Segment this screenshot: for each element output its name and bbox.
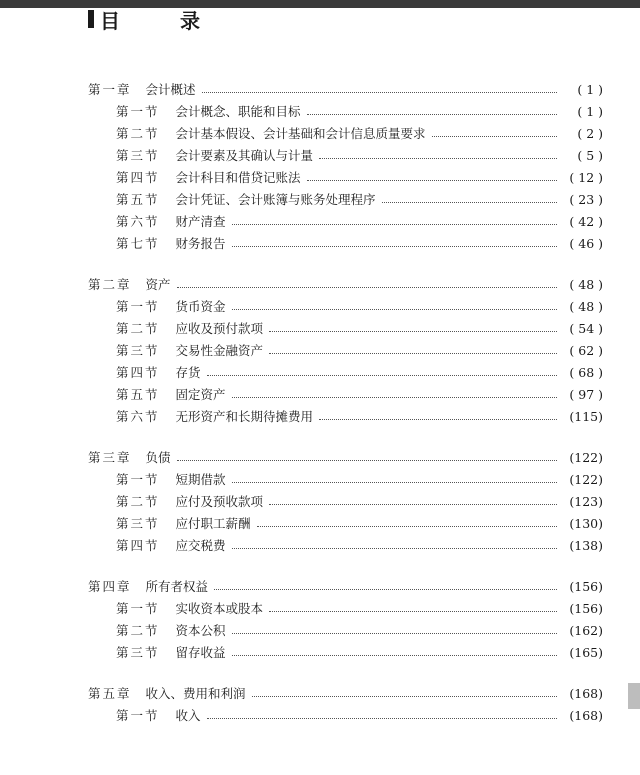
page-number: ( 48 ) — [569, 276, 603, 292]
leader-dots — [269, 503, 557, 505]
leader-dots — [177, 286, 557, 288]
toc-section-entry[interactable] — [0, 100, 640, 122]
page-number: (156) — [569, 600, 603, 616]
page-number: (168) — [569, 707, 603, 723]
leader-dots — [257, 525, 557, 527]
chapter-title: 负债 — [145, 450, 171, 465]
page-number: ( 68 ) — [569, 364, 603, 380]
section-title: 应交税费 — [175, 538, 226, 553]
toc-section-entry[interactable] — [0, 122, 640, 144]
toc-chapter-entry[interactable] — [0, 78, 640, 100]
chapter-title: 资产 — [145, 277, 171, 292]
page-number: ( 48 ) — [569, 298, 603, 314]
page-number: ( 62 ) — [569, 342, 603, 358]
page-title — [88, 8, 200, 33]
section-number: 第七节 — [116, 236, 160, 251]
leader-dots — [269, 610, 557, 612]
section-title: 存货 — [175, 365, 201, 380]
section-number: 第一节 — [116, 472, 160, 487]
leader-dots — [207, 717, 557, 719]
leader-dots — [269, 352, 557, 354]
section-title: 会计概念、职能和目标 — [175, 104, 301, 119]
chapter-title: 会计概述 — [145, 82, 196, 97]
section-title: 应收及预付款项 — [175, 321, 264, 336]
toc-section-entry[interactable] — [0, 144, 640, 166]
leader-dots — [382, 201, 557, 203]
section-number: 第四节 — [116, 538, 160, 553]
leader-dots — [319, 418, 557, 420]
section-number: 第一节 — [116, 299, 160, 314]
section-title: 交易性金融资产 — [175, 343, 264, 358]
section-number: 第五节 — [116, 387, 160, 402]
chapter-number: 第一章 — [88, 82, 132, 97]
window-top-bar — [0, 0, 640, 8]
section-title: 无形资产和长期待摊费用 — [175, 409, 314, 424]
toc-chapter-block — [0, 78, 640, 254]
leader-dots — [252, 695, 557, 697]
toc-section-entry[interactable] — [0, 619, 640, 641]
section-title: 会计凭证、会计账簿与账务处理程序 — [175, 192, 376, 207]
toc-section-entry[interactable] — [0, 339, 640, 361]
section-title: 收入 — [175, 708, 201, 723]
page-number: ( 42 ) — [569, 213, 603, 229]
section-title: 短期借款 — [175, 472, 226, 487]
title-char-2: 录 — [180, 8, 200, 33]
section-number: 第三节 — [116, 645, 160, 660]
leader-dots — [319, 157, 557, 159]
leader-dots — [232, 396, 557, 398]
section-title: 应付职工薪酬 — [175, 516, 251, 531]
section-title: 资本公积 — [175, 623, 226, 638]
leader-dots — [307, 179, 557, 181]
title-marker-bar — [88, 10, 94, 28]
toc-section-entry[interactable] — [0, 597, 640, 619]
page-number: (168) — [569, 685, 603, 701]
section-number: 第三节 — [116, 516, 160, 531]
section-number: 第六节 — [116, 409, 160, 424]
section-number: 第三节 — [116, 343, 160, 358]
side-scroll-tab[interactable] — [628, 683, 640, 709]
page-number: ( 97 ) — [569, 386, 603, 402]
title-char-1: 目 — [100, 8, 120, 33]
toc-chapter-entry[interactable] — [0, 446, 640, 468]
leader-dots — [177, 459, 557, 461]
section-title: 货币资金 — [175, 299, 226, 314]
toc-chapter-block — [0, 575, 640, 663]
page-number: (122) — [569, 471, 603, 487]
section-number: 第二节 — [116, 126, 160, 141]
leader-dots — [432, 135, 557, 137]
leader-dots — [232, 547, 557, 549]
page-number: ( 1 ) — [577, 103, 603, 119]
section-title: 实收资本或股本 — [175, 601, 264, 616]
section-number: 第四节 — [116, 170, 160, 185]
section-number: 第一节 — [116, 104, 160, 119]
section-title: 会计科目和借贷记账法 — [175, 170, 301, 185]
page-number: ( 12 ) — [569, 169, 603, 185]
page-number: ( 23 ) — [569, 191, 603, 207]
chapter-title: 收入、费用和利润 — [145, 686, 246, 701]
section-number: 第二节 — [116, 623, 160, 638]
leader-dots — [232, 223, 557, 225]
section-title: 财务报告 — [175, 236, 226, 251]
page-number: ( 54 ) — [569, 320, 603, 336]
toc-section-entry[interactable] — [0, 383, 640, 405]
section-number: 第五节 — [116, 192, 160, 207]
page-number: (130) — [569, 515, 603, 531]
page-number: ( 1 ) — [577, 81, 603, 97]
toc-chapter-block — [0, 273, 640, 427]
page-number: (123) — [569, 493, 603, 509]
toc-section-entry[interactable] — [0, 361, 640, 383]
section-number: 第一节 — [116, 601, 160, 616]
toc-section-entry[interactable] — [0, 704, 640, 726]
section-title: 会计基本假设、会计基础和会计信息质量要求 — [175, 126, 426, 141]
toc-section-entry[interactable] — [0, 317, 640, 339]
toc-section-entry[interactable] — [0, 534, 640, 556]
chapter-number: 第四章 — [88, 579, 132, 594]
toc-section-entry[interactable] — [0, 166, 640, 188]
page-number: (156) — [569, 578, 603, 594]
toc-section-entry[interactable] — [0, 468, 640, 490]
toc-section-entry[interactable] — [0, 490, 640, 512]
page-number: ( 46 ) — [569, 235, 603, 251]
leader-dots — [232, 632, 557, 634]
toc-section-entry[interactable] — [0, 295, 640, 317]
chapter-number: 第三章 — [88, 450, 132, 465]
toc-chapter-entry[interactable] — [0, 575, 640, 597]
toc-section-entry[interactable] — [0, 188, 640, 210]
section-number: 第三节 — [116, 148, 160, 163]
section-number: 第六节 — [116, 214, 160, 229]
chapter-title: 所有者权益 — [145, 579, 209, 594]
leader-dots — [207, 374, 557, 376]
toc-section-entry[interactable] — [0, 405, 640, 427]
leader-dots — [232, 481, 557, 483]
toc-chapter-entry[interactable] — [0, 273, 640, 295]
section-title: 固定资产 — [175, 387, 226, 402]
leader-dots — [232, 654, 557, 656]
section-title: 应付及预收款项 — [175, 494, 264, 509]
leader-dots — [232, 308, 557, 310]
section-number: 第一节 — [116, 708, 160, 723]
toc-section-entry[interactable] — [0, 512, 640, 534]
leader-dots — [202, 91, 557, 93]
page-number: (138) — [569, 537, 603, 553]
page-number: (115) — [569, 408, 603, 424]
page-number: ( 5 ) — [577, 147, 603, 163]
toc-section-entry[interactable] — [0, 232, 640, 254]
table-of-contents — [0, 78, 640, 745]
toc-section-entry[interactable] — [0, 641, 640, 663]
leader-dots — [307, 113, 557, 115]
section-number: 第四节 — [116, 365, 160, 380]
toc-section-entry[interactable] — [0, 210, 640, 232]
chapter-number: 第五章 — [88, 686, 132, 701]
section-number: 第二节 — [116, 321, 160, 336]
leader-dots — [269, 330, 557, 332]
toc-chapter-entry[interactable] — [0, 682, 640, 704]
page-number: (165) — [569, 644, 603, 660]
leader-dots — [214, 588, 557, 590]
leader-dots — [232, 245, 557, 247]
toc-chapter-block — [0, 446, 640, 556]
section-number: 第二节 — [116, 494, 160, 509]
page-number: (162) — [569, 622, 603, 638]
section-title: 会计要素及其确认与计量 — [175, 148, 314, 163]
section-title: 财产清查 — [175, 214, 226, 229]
section-title: 留存收益 — [175, 645, 226, 660]
toc-chapter-block — [0, 682, 640, 726]
page-number: ( 2 ) — [577, 125, 603, 141]
page-number: (122) — [569, 449, 603, 465]
chapter-number: 第二章 — [88, 277, 132, 292]
